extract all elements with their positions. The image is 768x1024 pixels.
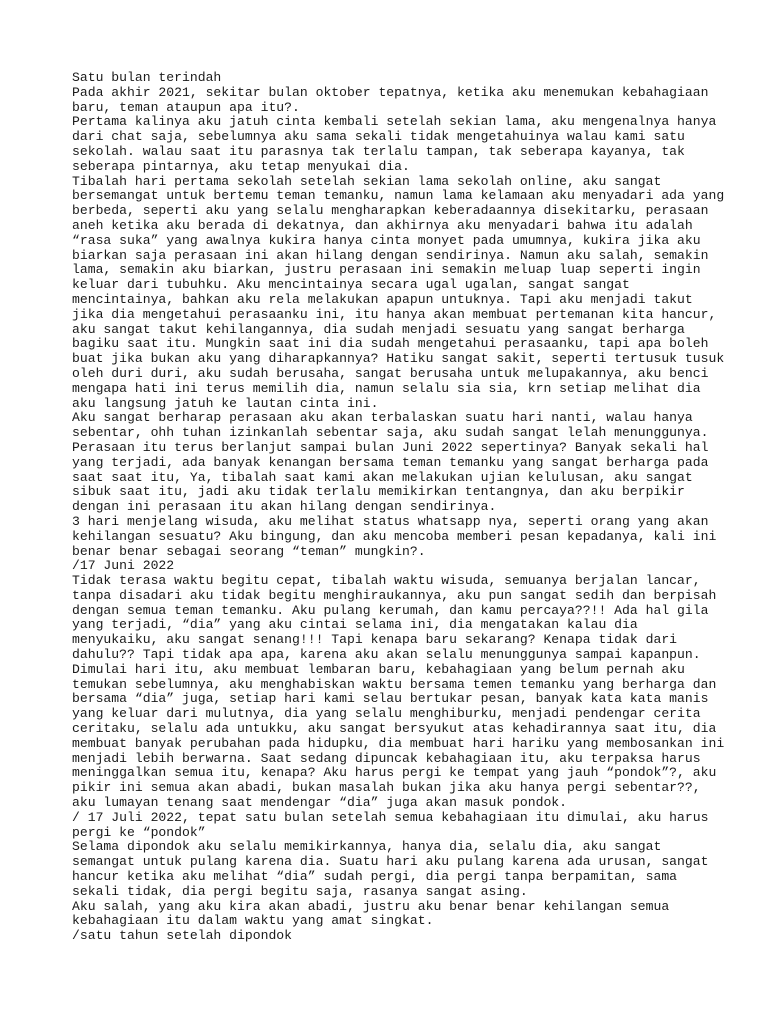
text-line: sekali tidak, dia pergi begitu saja, rasanya sangat asing. xyxy=(72,883,528,899)
text-line: saat saat itu, Ya, tibalah saat kami akan melakukan ujian kelulusan, aku sangat xyxy=(72,469,693,485)
text-line: dahulu?? Tapi tidak apa apa, karena aku akan selalu menunggunya sampai kapanpun. xyxy=(72,647,701,663)
text-line: benar benar sebagai seorang “teman” mungkin?. xyxy=(72,543,426,559)
text-line: /satu tahun setelah dipondok xyxy=(72,928,293,944)
text-line: seberapa pintarnya, aku tetap menyukai dia. xyxy=(72,158,410,174)
text-line: membuat banyak perubahan pada hidupku, dia membuat hari hariku yang membosankan ini xyxy=(72,735,725,751)
text-line: “rasa suka” yang awalnya kukira hanya cinta monyet pada umumnya, kukira jika aku xyxy=(72,232,701,248)
text-line: Dimulai hari itu, aku membuat lembaran baru, kebahagiaan yang belum pernah aku xyxy=(72,661,685,677)
text-line: sebentar, ohh tuhan izinkanlah sebentar saja, aku sudah sangat lelah menunggunya. xyxy=(72,425,709,441)
text-line: hancur ketika aku melihat “dia” sudah pergi, dia pergi tanpa berpamitan, sama xyxy=(72,869,678,885)
text-line: kehilangan sesuatu? Aku bingung, dan aku mencoba memberi pesan kepadanya, kali ini xyxy=(72,528,717,544)
text-line: aku lumayan tenang saat mendengar “dia” juga akan masuk pondok. xyxy=(72,795,568,811)
text-line: temukan sebelumnya, aku menghabiskan waktu bersama temen temanku yang berharga dan xyxy=(72,676,717,692)
text-line: biarkan saja perasaan ini akan hilang dengan sendirinya. Namun aku salah, semakin xyxy=(72,247,709,263)
text-line: aneh ketika aku berada di dekatnya, dan akhirnya aku menyadari bahwa itu adalah xyxy=(72,217,693,233)
text-line: sibuk saat itu, jadi aku tidak terlalu memikirkan tentangnya, dan aku berpikir xyxy=(72,484,685,500)
text-line: menyukaiku, aku sangat senang!!! Tapi kenapa baru sekarang? Kenapa tidak dari xyxy=(72,632,678,648)
text-line: meninggalkan semua itu, kenapa? Aku harus pergi ke tempat yang jauh “pondok”?, aku xyxy=(72,765,717,781)
text-line: /17 Juni 2022 xyxy=(72,558,175,574)
text-line: menjadi lebih berwarna. Saat sedang dipuncak kebahagiaan itu, aku terpaksa harus xyxy=(72,750,701,766)
text-line: Aku sangat berharap perasaan aku akan terbalaskan suatu hari nanti, walau hanya xyxy=(72,410,693,426)
text-line: Perasaan itu terus berlanjut sampai bulan Juni 2022 sepertinya? Banyak sekali hal xyxy=(72,439,709,455)
text-line: berbeda, seperti aku yang selalu mengharapkan keberadaannya disekitarku, perasaan xyxy=(72,203,709,219)
text-line: 3 hari menjelang wisuda, aku melihat status whatsapp nya, seperti orang yang akan xyxy=(72,513,709,529)
text-line: kebahagiaan itu dalam waktu yang amat singkat. xyxy=(72,913,434,929)
text-line: dari chat saja, sebelumnya aku sama sekali tidak mengetahuinya walau kami satu xyxy=(72,129,685,145)
text-line: jika dia mengetahui perasaanku ini, itu hanya akan membuat pertemanan kita hancur, xyxy=(72,306,717,322)
text-line: lama, semakin aku biarkan, justru perasaan ini semakin meluap luap seperti ingin xyxy=(72,262,701,278)
text-line: yang terjadi, ada banyak kenangan bersama teman temanku yang sangat berharga pada xyxy=(72,454,709,470)
document-title: Satu bulan terindah xyxy=(72,70,222,85)
text-line: Tibalah hari pertama sekolah setelah sekian lama sekolah online, aku sangat xyxy=(72,173,662,189)
text-line: keluar dari tubuhku. Aku mencintainya secara ugal ugalan, sangat sangat xyxy=(72,277,630,293)
text-line: pergi ke “pondok” xyxy=(72,824,206,840)
text-line: sekolah. walau saat itu parasnya tak terlalu tampan, tak seberapa kayanya, tak xyxy=(72,143,685,159)
text-line: Pertama kalinya aku jatuh cinta kembali setelah sekian lama, aku mengenalnya hanya xyxy=(72,114,717,130)
text-line: aku sangat takut kehilangannya, dia sudah menjadi sesuatu yang sangat berharga xyxy=(72,321,685,337)
text-line: mengapa hati ini terus memilih dia, namun selalu sia sia, krn setiap melihat dia xyxy=(72,380,701,396)
text-line: Aku salah, yang aku kira akan abadi, justru aku benar benar kehilangan semua xyxy=(72,898,670,914)
text-line: tanpa disadari aku tidak begitu menghiraukannya, aku pun sangat sedih dan berpisah xyxy=(72,587,717,603)
text-line: buat jika bukan aku yang diharapkannya? Hatiku sangat sakit, seperti tertusuk tusuk xyxy=(72,351,725,367)
text-line: semangat untuk pulang karena dia. Suatu hari aku pulang karena ada urusan, sangat xyxy=(72,854,709,870)
document-body xyxy=(72,70,725,944)
text-line: baru, teman ataupun apa itu?. xyxy=(72,99,300,115)
text-line: aku langsung jatuh ke lautan cinta ini. xyxy=(72,395,379,411)
text-line: bersama “dia” juga, setiap hari kami selau bertukar pesan, banyak kata kata manis xyxy=(72,691,709,707)
text-line: yang terjadi, “dia” yang aku cintai selama ini, dia mengatakan kalau dia xyxy=(72,617,638,633)
text-line: yang keluar dari mulutnya, dia yang selalu menghiburku, menjadi pendengar cerita xyxy=(72,706,701,722)
text-line: bagiku saat itu. Mungkin saat ini dia sudah mengetahui perasaanku, tapi apa boleh xyxy=(72,336,709,352)
text-line: / 17 Juli 2022, tepat satu bulan setelah semua kebahagiaan itu dimulai, aku harus xyxy=(72,809,709,825)
text-line: Selama dipondok aku selalu memikirkannya, hanya dia, selalu dia, aku sangat xyxy=(72,839,662,855)
text-line: dengan ini perasaan itu akan hilang dengan sendirinya. xyxy=(72,499,497,515)
text-line: ceritaku, selalu ada untukku, aku sangat bersyukut atas kehadirannya saat itu, dia xyxy=(72,721,717,737)
text-line: mencintainya, bahkan aku rela melakukan apapun untuknya. Tapi aku menjadi takut xyxy=(72,291,693,307)
text-line: Tidak terasa waktu begitu cepat, tibalah waktu wisuda, semuanya berjalan lancar, xyxy=(72,573,701,589)
text-line: oleh duri duri, aku sudah berusaha, sangat berusaha untuk melupakannya, aku benci xyxy=(72,365,709,381)
text-line: dengan semua teman temanku. Aku pulang kerumah, dan kamu percaya??!! Ada hal gila xyxy=(72,602,709,618)
text-line: pikir ini semua akan abadi, bukan masalah bukan jika aku hanya pergi sebentar??, xyxy=(72,780,701,796)
text-line: Pada akhir 2021, sekitar bulan oktober tepatnya, ketika aku menemukan kebahagiaan xyxy=(72,84,709,100)
text-line: bersemangat untuk bertemu teman temanku, namun lama kelamaan aku menyadari ada yang xyxy=(72,188,725,204)
